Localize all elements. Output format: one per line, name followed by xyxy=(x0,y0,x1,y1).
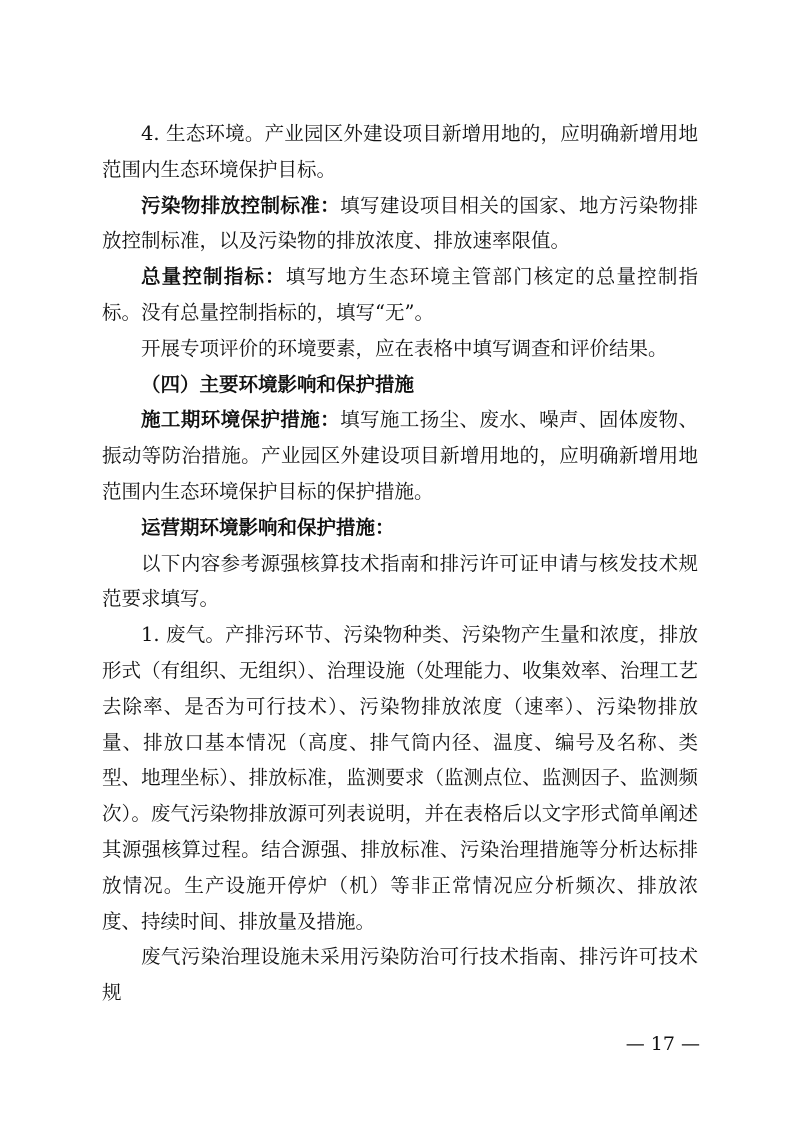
paragraph-heading: 施工期环境保护措施： xyxy=(141,408,341,432)
paragraph-exhaust-treatment xyxy=(102,939,698,1011)
paragraph-heading: 污染物排放控制标准： xyxy=(141,193,341,217)
paragraph-text: 填写建设项目相关的国家、地方污染物排放控制标准，以及污染物的排放浓度、排放速率限值。 xyxy=(102,193,698,253)
paragraph-exhaust-gas xyxy=(102,617,698,939)
paragraph-text: 4. 生态环境。产业园区外建设项目新增用地的，应明确新增用地范围内生态环境保护目标。 xyxy=(102,122,698,181)
paragraph-text: 填写地方生态环境主管部门核定的总量控制指标。没有总量控制指标的，填写“无”。 xyxy=(102,265,698,324)
body-text xyxy=(102,116,698,1011)
page-number: — 17 — xyxy=(625,1033,700,1055)
paragraph-heading: 运营期环境影响和保护措施： xyxy=(141,515,395,539)
paragraph-construction-measures xyxy=(102,402,698,509)
section-heading xyxy=(102,367,698,403)
paragraph-special-evaluation xyxy=(102,331,698,367)
paragraph-text: 1. 废气。产排污环节、污染物种类、污染物产生量和浓度，排放形式（有组织、无组织）、治理设施（处理能力、收集效率、治理工艺去除率、是否为可行技术）、污染物排放浓度（速率）、污染物排放量、排放口基本情况（高度、排气筒内径、温度、编号及名称、类型、地理坐标）、排放标准，监测要求（监测点位、监测因子、监测频次）。废气污染物排放源可列表说明，并在表格后以文字形式简单阐述其源强核算过程。结合源强、排放标准、污染治理措施等分析达标排放情况。生产设施开停炉（机）等非正常情况应分析频次、排放浓度、持续时间、排放量及措施。 xyxy=(102,623,698,933)
paragraph-heading: 总量控制指标： xyxy=(141,265,286,289)
paragraph-reference-guide xyxy=(102,546,698,618)
paragraph-text: 以下内容参考源强核算技术指南和排污许可证申请与核发技术规范要求填写。 xyxy=(102,551,698,611)
paragraph-text: 废气污染治理设施未采用污染防治可行技术指南、排污许可技术规 xyxy=(102,945,698,1005)
paragraph-text: 开展专项评价的环境要素，应在表格中填写调查和评价结果。 xyxy=(141,336,668,360)
paragraph-text: 填写施工扬尘、废水、噪声、固体废物、振动等防治措施。产业园区外建设项目新增用地的，应明确新增用地范围内生态环境保护目标的保护措施。 xyxy=(102,408,698,503)
paragraph-ecology xyxy=(102,116,698,188)
paragraph-operation-heading xyxy=(102,510,698,546)
paragraph-total-control xyxy=(102,259,698,331)
section-title: （四）主要环境影响和保护措施 xyxy=(141,372,415,396)
paragraph-emission-standards xyxy=(102,188,698,260)
